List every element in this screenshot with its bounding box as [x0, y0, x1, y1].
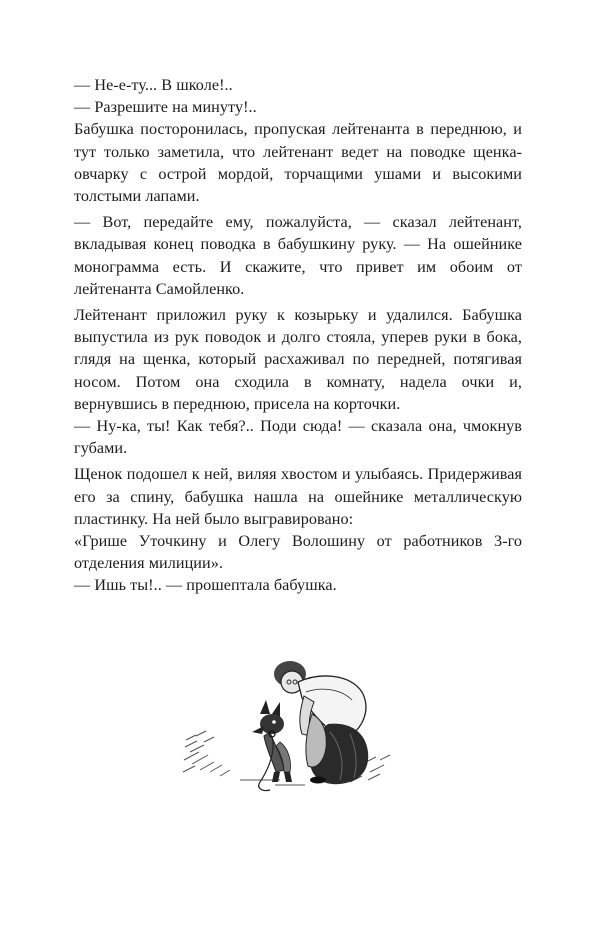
paragraph-3: Бабушка посторонилась, пропуская лейтенанта в переднюю, и тут только заметила, что лейтенант ведет на поводке щенка-овчарку с острой мордой, торчащими ушами и высокими толстыми лапами.	[74, 120, 522, 206]
paragraph-6: — Ну-ка, ты! Как тебя?.. Поди сюда! — сказала она, чмокнув губами.	[74, 417, 522, 458]
paragraph-9: — Ишь ты!.. — прошептала бабушка.	[74, 576, 337, 595]
paragraph-7: Щенок подошел к ней, виляя хвостом и улыбаясь. Придерживая его за спину, бабушка нашла на ошейнике металлическую пластинку. На ней было выгравировано:	[74, 465, 522, 528]
paragraph-8: «Грише Уточкину и Олегу Волошину от работников 3-го отделения милиции».	[74, 532, 522, 573]
puppy-figure	[252, 700, 292, 791]
paragraph-4: — Вот, передайте ему, пожалуйста, — сказал лейтенант, вкладывая конец поводка в бабушкину руку. — На ошейнике монограмма есть. И скажите, что привет им обоим от лейтенанта Самойленко.	[74, 213, 522, 298]
grandmother-and-puppy-illustration	[180, 652, 395, 802]
page-text	[74, 74, 522, 597]
paragraph-5: Лейтенант приложил руку к козырьку и удалился. Бабушка выпустила из рук поводок и долго стояла, уперев руки в бока, глядя на щенка, который расхаживал по передней, потягивая носом. Потом она сходила в комнату, надела очки и, вернувшись в переднюю, присела на корточки.	[74, 306, 522, 413]
paragraph-2: — Разрешите на минуту!..	[74, 98, 257, 117]
paragraph-1: — Не-е-ту... В школе!..	[74, 76, 233, 94]
